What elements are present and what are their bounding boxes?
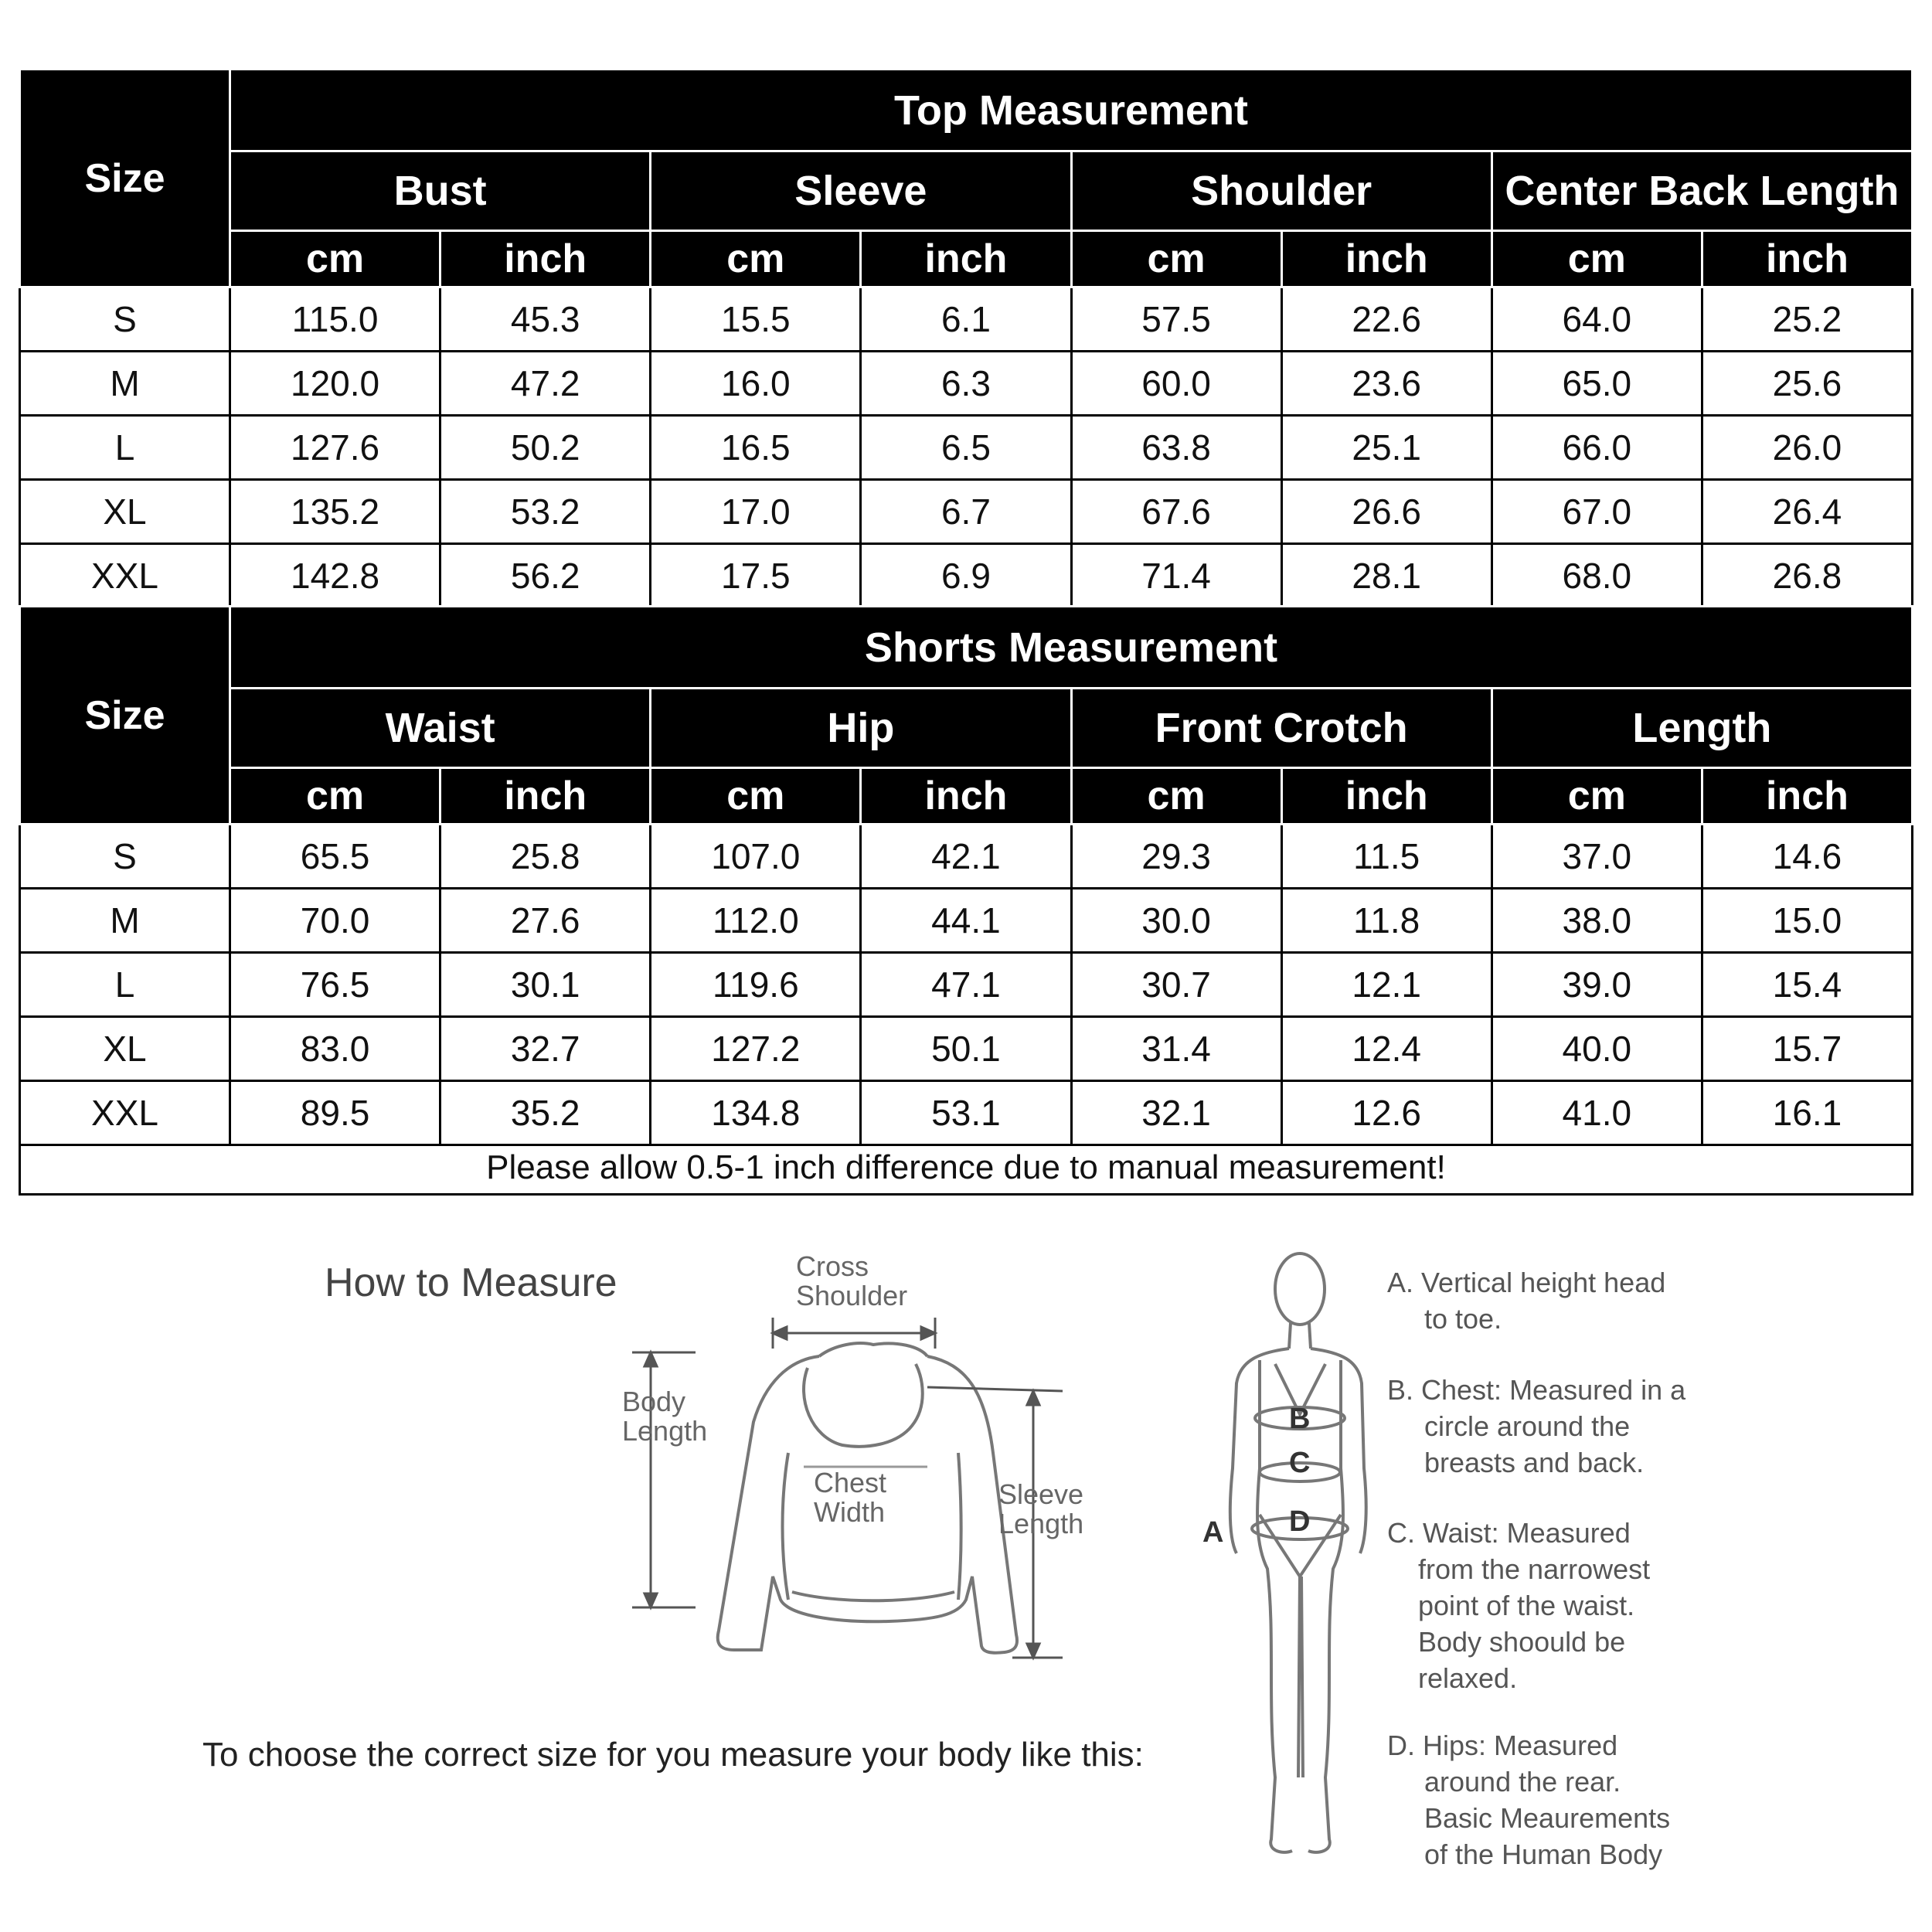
chest-width-label: Chest Width bbox=[814, 1467, 887, 1528]
group-header: Sleeve bbox=[651, 151, 1071, 231]
size-cell: S bbox=[20, 287, 230, 352]
value-cell: 127.2 bbox=[651, 1017, 861, 1081]
unit-header: cm bbox=[651, 768, 861, 825]
value-cell: 66.0 bbox=[1492, 416, 1702, 480]
value-cell: 50.2 bbox=[440, 416, 651, 480]
unit-header: cm bbox=[1071, 231, 1281, 287]
value-cell: 30.7 bbox=[1071, 953, 1281, 1017]
size-cell: L bbox=[20, 953, 230, 1017]
unit-header: inch bbox=[440, 768, 651, 825]
value-cell: 16.5 bbox=[651, 416, 861, 480]
size-cell: L bbox=[20, 416, 230, 480]
value-cell: 17.0 bbox=[651, 480, 861, 544]
value-cell: 57.5 bbox=[1071, 287, 1281, 352]
value-cell: 60.0 bbox=[1071, 352, 1281, 416]
value-cell: 70.0 bbox=[230, 889, 440, 953]
value-cell: 107.0 bbox=[651, 825, 861, 889]
value-cell: 15.4 bbox=[1702, 953, 1912, 1017]
value-cell: 32.7 bbox=[440, 1017, 651, 1081]
value-cell: 15.0 bbox=[1702, 889, 1912, 953]
table-title: Shorts Measurement bbox=[230, 607, 1913, 689]
value-cell: 76.5 bbox=[230, 953, 440, 1017]
cross-shoulder-label: Cross Shoulder bbox=[796, 1250, 908, 1311]
value-cell: 45.3 bbox=[440, 287, 651, 352]
value-cell: 30.0 bbox=[1071, 889, 1281, 953]
group-header: Front Crotch bbox=[1071, 689, 1492, 768]
value-cell: 12.6 bbox=[1281, 1081, 1492, 1145]
value-cell: 26.4 bbox=[1702, 480, 1912, 544]
value-cell: 71.4 bbox=[1071, 544, 1281, 608]
value-cell: 6.9 bbox=[861, 544, 1071, 608]
value-cell: 27.6 bbox=[440, 889, 651, 953]
unit-header: inch bbox=[861, 231, 1071, 287]
unit-header: cm bbox=[1071, 768, 1281, 825]
value-cell: 134.8 bbox=[651, 1081, 861, 1145]
value-cell: 42.1 bbox=[861, 825, 1071, 889]
value-cell: 50.1 bbox=[861, 1017, 1071, 1081]
value-cell: 12.1 bbox=[1281, 953, 1492, 1017]
legend-d: D. Hips: Measured around the rear. Basic Meaurements of the Human Body bbox=[1387, 1730, 1671, 1870]
measurement-note: Please allow 0.5-1 inch difference due to manual measurement! bbox=[19, 1142, 1913, 1196]
value-cell: 28.1 bbox=[1281, 544, 1492, 608]
value-cell: 16.0 bbox=[651, 352, 861, 416]
value-cell: 53.2 bbox=[440, 480, 651, 544]
value-cell: 142.8 bbox=[230, 544, 440, 608]
group-header: Hip bbox=[651, 689, 1071, 768]
size-cell: M bbox=[20, 889, 230, 953]
value-cell: 41.0 bbox=[1492, 1081, 1702, 1145]
value-cell: 56.2 bbox=[440, 544, 651, 608]
legend-a: A. Vertical height head to toe. bbox=[1387, 1267, 1666, 1335]
value-cell: 6.3 bbox=[861, 352, 1071, 416]
group-header: Center Back Length bbox=[1492, 151, 1912, 231]
value-cell: 67.6 bbox=[1071, 480, 1281, 544]
value-cell: 47.1 bbox=[861, 953, 1071, 1017]
body-figure-drawing bbox=[1230, 1253, 1366, 1852]
value-cell: 17.5 bbox=[651, 544, 861, 608]
body-length-label: Body Length bbox=[622, 1386, 708, 1447]
value-cell: 32.1 bbox=[1071, 1081, 1281, 1145]
value-cell: 25.2 bbox=[1702, 287, 1912, 352]
group-header: Waist bbox=[230, 689, 651, 768]
body-letter-c: C bbox=[1289, 1447, 1311, 1479]
size-cell: M bbox=[20, 352, 230, 416]
value-cell: 115.0 bbox=[230, 287, 440, 352]
value-cell: 83.0 bbox=[230, 1017, 440, 1081]
unit-header: inch bbox=[861, 768, 1071, 825]
value-cell: 15.5 bbox=[651, 287, 861, 352]
value-cell: 25.6 bbox=[1702, 352, 1912, 416]
unit-header: inch bbox=[1702, 768, 1912, 825]
value-cell: 15.7 bbox=[1702, 1017, 1912, 1081]
value-cell: 26.6 bbox=[1281, 480, 1492, 544]
value-cell: 89.5 bbox=[230, 1081, 440, 1145]
value-cell: 12.4 bbox=[1281, 1017, 1492, 1081]
value-cell: 64.0 bbox=[1492, 287, 1702, 352]
legend-c: C. Waist: Measured from the narrowest point of the waist. Body shoould be relaxed. bbox=[1387, 1517, 1651, 1694]
value-cell: 67.0 bbox=[1492, 480, 1702, 544]
group-header: Shoulder bbox=[1071, 151, 1492, 231]
unit-header: cm bbox=[651, 231, 861, 287]
value-cell: 11.5 bbox=[1281, 825, 1492, 889]
value-cell: 6.1 bbox=[861, 287, 1071, 352]
size-cell: XL bbox=[20, 480, 230, 544]
unit-header: cm bbox=[1492, 768, 1702, 825]
sleeve-length-label: Sleeve Length bbox=[998, 1478, 1084, 1539]
value-cell: 63.8 bbox=[1071, 416, 1281, 480]
value-cell: 127.6 bbox=[230, 416, 440, 480]
value-cell: 29.3 bbox=[1071, 825, 1281, 889]
value-cell: 6.7 bbox=[861, 480, 1071, 544]
value-cell: 39.0 bbox=[1492, 953, 1702, 1017]
value-cell: 23.6 bbox=[1281, 352, 1492, 416]
value-cell: 35.2 bbox=[440, 1081, 651, 1145]
size-header: Size bbox=[20, 70, 230, 287]
value-cell: 37.0 bbox=[1492, 825, 1702, 889]
measure-instruction: To choose the correct size for you measure your body like this: bbox=[202, 1736, 1144, 1774]
unit-header: inch bbox=[440, 231, 651, 287]
value-cell: 135.2 bbox=[230, 480, 440, 544]
size-cell: XXL bbox=[20, 1081, 230, 1145]
value-cell: 26.8 bbox=[1702, 544, 1912, 608]
body-letter-a: A bbox=[1202, 1516, 1224, 1549]
unit-header: inch bbox=[1702, 231, 1912, 287]
size-header: Size bbox=[20, 607, 230, 825]
value-cell: 31.4 bbox=[1071, 1017, 1281, 1081]
unit-header: inch bbox=[1281, 768, 1492, 825]
size-cell: XL bbox=[20, 1017, 230, 1081]
unit-header: inch bbox=[1281, 231, 1492, 287]
group-header: Bust bbox=[230, 151, 651, 231]
value-cell: 14.6 bbox=[1702, 825, 1912, 889]
body-letter-d: D bbox=[1289, 1505, 1311, 1538]
value-cell: 40.0 bbox=[1492, 1017, 1702, 1081]
size-cell: S bbox=[20, 825, 230, 889]
size-cell: XXL bbox=[20, 544, 230, 608]
body-letter-b: B bbox=[1289, 1403, 1311, 1435]
value-cell: 25.8 bbox=[440, 825, 651, 889]
legend-b: B. Chest: Measured in a circle around the breasts and back. bbox=[1387, 1374, 1686, 1478]
value-cell: 16.1 bbox=[1702, 1081, 1912, 1145]
value-cell: 30.1 bbox=[440, 953, 651, 1017]
unit-header: cm bbox=[230, 231, 440, 287]
table-title: Top Measurement bbox=[230, 70, 1913, 151]
value-cell: 26.0 bbox=[1702, 416, 1912, 480]
value-cell: 120.0 bbox=[230, 352, 440, 416]
value-cell: 65.0 bbox=[1492, 352, 1702, 416]
value-cell: 65.5 bbox=[230, 825, 440, 889]
unit-header: cm bbox=[1492, 231, 1702, 287]
value-cell: 11.8 bbox=[1281, 889, 1492, 953]
value-cell: 53.1 bbox=[861, 1081, 1071, 1145]
value-cell: 38.0 bbox=[1492, 889, 1702, 953]
group-header: Length bbox=[1492, 689, 1912, 768]
value-cell: 25.1 bbox=[1281, 416, 1492, 480]
value-cell: 22.6 bbox=[1281, 287, 1492, 352]
value-cell: 47.2 bbox=[440, 352, 651, 416]
value-cell: 44.1 bbox=[861, 889, 1071, 953]
unit-header: cm bbox=[230, 768, 440, 825]
value-cell: 68.0 bbox=[1492, 544, 1702, 608]
value-cell: 6.5 bbox=[861, 416, 1071, 480]
value-cell: 112.0 bbox=[651, 889, 861, 953]
how-to-measure-title: How to Measure bbox=[325, 1260, 617, 1305]
value-cell: 119.6 bbox=[651, 953, 861, 1017]
